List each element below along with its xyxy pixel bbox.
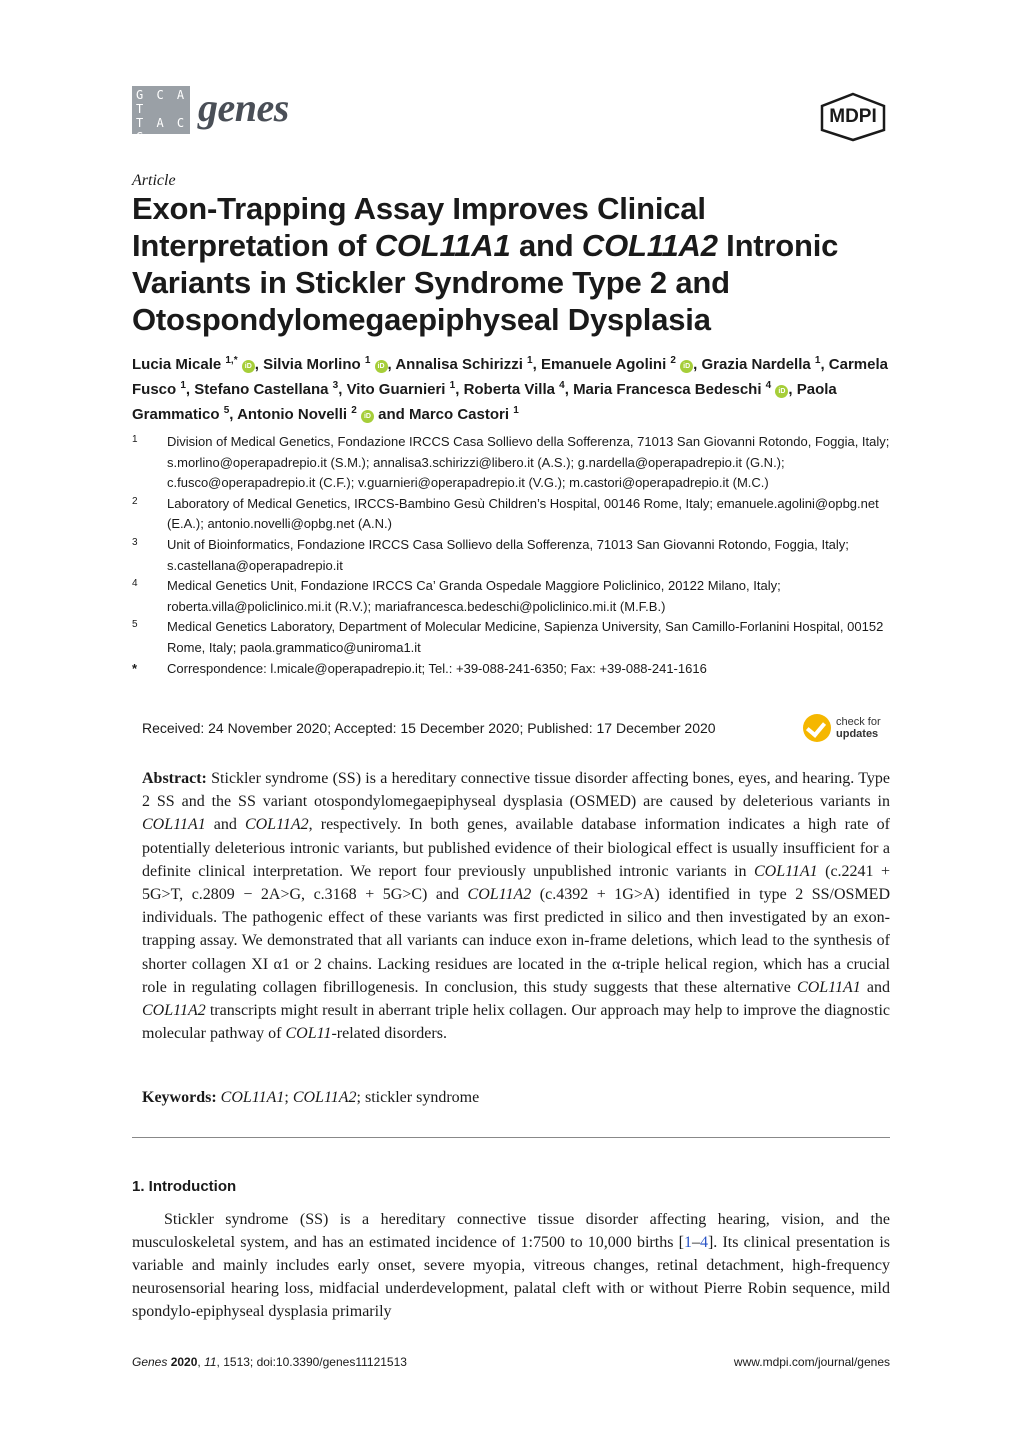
author: [541, 356, 693, 373]
author: [409, 406, 519, 423]
author: [464, 381, 565, 398]
author: [237, 406, 374, 423]
author: [573, 381, 788, 398]
abstract: [142, 767, 890, 1045]
journal-logo-text: genes: [198, 85, 289, 130]
author-affiliation-sup: 1: [814, 355, 821, 366]
abstract-label: Abstract:: [142, 770, 207, 787]
gene-name: COL11A2: [142, 1002, 206, 1020]
author: [132, 356, 255, 373]
check-updates-line1: check for: [836, 716, 881, 728]
correspondence-mark: *: [132, 660, 138, 676]
affiliation-text: Medical Genetics Laboratory, Department of Molecular Medicine, Sapienza University, San Camillo-Forlanini Hospital, 00152 Rome, Italy; paola.grammatico@uniroma1.it: [167, 619, 884, 655]
author: [347, 381, 456, 398]
gene-name: COL11A1: [797, 978, 861, 996]
author: [194, 381, 338, 398]
author: [702, 356, 821, 373]
author-affiliation-sup: 1,*: [225, 355, 238, 366]
article-type: Article: [132, 172, 176, 189]
check-for-updates-button[interactable]: [803, 714, 893, 746]
affiliation-item: [132, 535, 892, 576]
affiliation-text: Medical Genetics Unit, Fondazione IRCCS Ca’ Granda Ospedale Maggiore Policlinico, 20122 Milano, Italy; roberta.villa@policlinico.mi.it (R.V.); mariafrancesca.bedeschi@policlinico.mi.it (M.F.B.): [167, 578, 781, 614]
keywords: [142, 1089, 479, 1107]
logo-letters-row: G C A T: [136, 88, 188, 116]
keyword-separator: ;: [356, 1089, 365, 1106]
logo-letters-row: T A C G: [136, 116, 188, 144]
author-affiliation-sup: 1: [527, 355, 533, 366]
article-title: [132, 190, 892, 338]
correspondence-text: Correspondence: l.micale@operapadrepio.it; Tel.: +39-088-241-6350; Fax: +39-088-241-1616: [167, 660, 707, 676]
reference-link[interactable]: 1: [683, 1234, 692, 1251]
author-affiliation-sup: 1: [180, 380, 186, 391]
affiliation-item: [132, 576, 892, 617]
author-name: Annalisa Schirizzi: [395, 356, 523, 373]
footer-doi: , 1513; doi:10.3390/genes11121513: [216, 1355, 407, 1369]
author-affiliation-sup: 5: [223, 405, 230, 416]
affiliation-number: 1: [132, 434, 138, 445]
affiliation-number: 2: [132, 495, 138, 507]
title-text: and: [510, 228, 582, 263]
keyword: COL11A1: [220, 1089, 285, 1106]
author-name: Paola Grammatico: [132, 381, 837, 423]
orcid-icon[interactable]: iD: [242, 360, 255, 373]
publisher-name: MDPI: [829, 106, 877, 127]
author-name: Roberta Villa: [463, 381, 555, 398]
author-name: Silvia Morlino: [263, 356, 361, 373]
intro-text: ]. Its clinical presentation is variable and mainly includes early onset, severe myopia, vitreous changes, retinal detachment, high-frequency neurosensorial hearing loss, midfacial underdevelopment, palatal cleft with or without Pierre Robin sequence, mild spondylo-epiphyseal dysplasia primarily: [132, 1234, 890, 1320]
reference-link[interactable]: 4: [699, 1234, 708, 1251]
checkmark-icon: [803, 714, 831, 742]
orcid-icon[interactable]: iD: [375, 360, 388, 373]
author: [395, 356, 532, 373]
title-text: Exon-Trapping Assay Improves Clinical Interpretation of: [132, 191, 706, 263]
footer-citation: Genes 2020, 11, 1513; doi:10.3390/genes11121513: [132, 1355, 407, 1369]
keyword-separator: ;: [284, 1089, 293, 1106]
author-affiliation-sup: 4: [559, 380, 565, 391]
gene-name: COL11A2: [244, 816, 309, 834]
title-gene: COL11A2: [581, 228, 718, 263]
author-name: Stefano Castellana: [194, 381, 329, 398]
affiliation-item: [132, 494, 892, 535]
publisher-logo: [818, 92, 888, 142]
author-name: Maria Francesca Bedeschi: [573, 381, 762, 398]
footer-volume: 11: [204, 1355, 217, 1369]
keyword: stickler syndrome: [365, 1089, 480, 1106]
affiliation-item: [132, 432, 892, 494]
section-divider: [132, 1137, 890, 1138]
footer-journal: Genes: [132, 1355, 168, 1369]
abstract-text: Stickler syndrome (SS) is a hereditary connective tissue disorder affecting bones, eyes, and hearing. Type 2 SS and the SS variant otospondylomegaepiphyseal dysplasia (OSMED) are caused by deleterious variants in COL11A1 and COL11A2, respectively. In both genes, available database information indicates a high rate of potentially deleterious intronic variants, but published evidence of their biological effect is usually insufficient for a definite clinical interpretation. We report four previously unpublished intronic variants in COL11A1 (c.2241 + 5G>T, c.2809 − 2A>G, c.3168 + 5G>C) and COL11A2 (c.4392 + 1G>A) identified in type 2 SS/OSMED individuals. The pathogenic effect of these variants was first predicted in silico and then investigated by an exon-trapping assay. We demonstrated that all variants can induce exon in-frame deletions, which lead to the synthesis of shorter collagen XI α1 or 2 chains. Lacking residues are located in the α-triple helical region, which has a crucial role in regulating collagen fibrillogenesis. In conclusion, this study suggests that these alternative COL11A1 and COL11A2 transcripts might result in aberrant triple helix collagen. Our approach may help to improve the diagnostic molecular pathway of COL11-related disorders.: [142, 770, 891, 1043]
correspondence-item: [132, 659, 892, 680]
affiliation-item: [132, 617, 892, 658]
footer-year: 2020: [170, 1355, 198, 1369]
orcid-icon[interactable]: iD: [680, 360, 693, 373]
affiliation-text: Laboratory of Medical Genetics, IRCCS-Bambino Gesù Children’s Hospital, 00146 Rome, Italy; emanuele.agolini@opbg.net (E.A.); antonio.novelli@opbg.net (A.N.): [167, 495, 879, 532]
affiliation-text: Unit of Bioinformatics, Fondazione IRCCS Casa Sollievo della Sofferenza, 71013 San Giovanni Rotondo, Foggia, Italy; s.castellana@operapadrepio.it: [167, 536, 849, 573]
title-gene: COL11A1: [374, 228, 511, 263]
keyword: COL11A2: [292, 1089, 357, 1106]
orcid-icon[interactable]: iD: [361, 410, 374, 423]
author-affiliation-sup: 2: [670, 355, 676, 366]
author-affiliation-sup: 1: [513, 405, 519, 416]
reference-dash: –: [691, 1234, 700, 1251]
gene-name: COL11A1: [142, 816, 206, 834]
author-affiliation-sup: 4: [765, 380, 772, 391]
affiliation-number: 3: [132, 536, 138, 548]
author: [263, 356, 387, 373]
author-name: Vito Guarnieri: [346, 381, 446, 398]
title-text: Intronic Variants in Stickler Syndrome Type 2 and Otospondylomegaepiphyseal Dysplasia: [132, 228, 839, 337]
logo-letters-row: G C A T: [136, 144, 188, 172]
author-list: Lucia Micale $^{1,*}$ iD , Silvia Morlino $^1$ iD , Annalisa Schirizzi $^1$, Emanuele Agolini $^2$ iD , Grazia Nardella $^1$, Carmela Fusco $^1$, Stefano Castellana $^3$, Vito Guarnieri $^1$, Roberta Villa $^4$, Maria Francesca Bedeschi $^4$ iD , Paola Grammatico $^5$, Antonio Novelli $^2$ iD and Marco Castori $^1$: [132, 355, 888, 423]
keywords-label: Keywords:: [142, 1089, 217, 1106]
author-name: Grazia Nardella: [701, 356, 811, 373]
author-name: Antonio Novelli: [237, 406, 348, 423]
introduction-paragraph: [132, 1208, 890, 1323]
gene-name: COL11A1: [753, 862, 818, 880]
affiliation-number: 5: [132, 619, 138, 631]
author-affiliation-sup: 1: [364, 355, 371, 366]
author-name: Emanuele Agolini: [540, 356, 667, 373]
affiliation-list: [132, 432, 892, 679]
author-name: Lucia Micale: [132, 356, 222, 373]
gene-name: COL11A2: [467, 886, 532, 904]
check-updates-label: [836, 716, 881, 740]
journal-logo-letters: [136, 88, 190, 172]
section-heading: 1. Introduction: [132, 1178, 237, 1195]
affiliation-number: 4: [132, 578, 138, 590]
check-updates-line2: updates: [836, 728, 879, 740]
affiliation-text: Division of Medical Genetics, Fondazione IRCCS Casa Sollievo della Sofferenza, 71013 San Giovanni Rotondo, Foggia, Italy; s.morlino@operapadrepio.it (S.M.); annalisa3.schirizzi@libero.it (A.S.); g.nardella@operapadrepio.it (G.N.); c.fusco@operapadrepio.it (C.F.); v.guarnieri@operapadrepio.it (V.G.); m.castori@operapadrepio.it (M.C.): [167, 434, 890, 491]
gene-name: COL11: [285, 1025, 332, 1043]
footer-url[interactable]: www.mdpi.com/journal/genes: [733, 1355, 890, 1369]
publication-dates: Received: 24 November 2020; Accepted: 15 December 2020; Published: 17 December 2020: [142, 720, 716, 736]
author-name: Carmela Fusco: [132, 356, 888, 398]
author-affiliation-sup: 1: [449, 380, 456, 391]
orcid-icon[interactable]: iD: [775, 385, 788, 398]
author-name: Marco Castori: [408, 406, 510, 423]
author-affiliation-sup: 2: [351, 405, 357, 416]
author-affiliation-sup: 3: [332, 380, 339, 391]
intro-text: Stickler syndrome (SS) is a hereditary connective tissue disorder affecting hearing, vision, and the musculoskeletal system, and has an estimated incidence of 1:7500 to 10,000 births [: [132, 1211, 890, 1251]
